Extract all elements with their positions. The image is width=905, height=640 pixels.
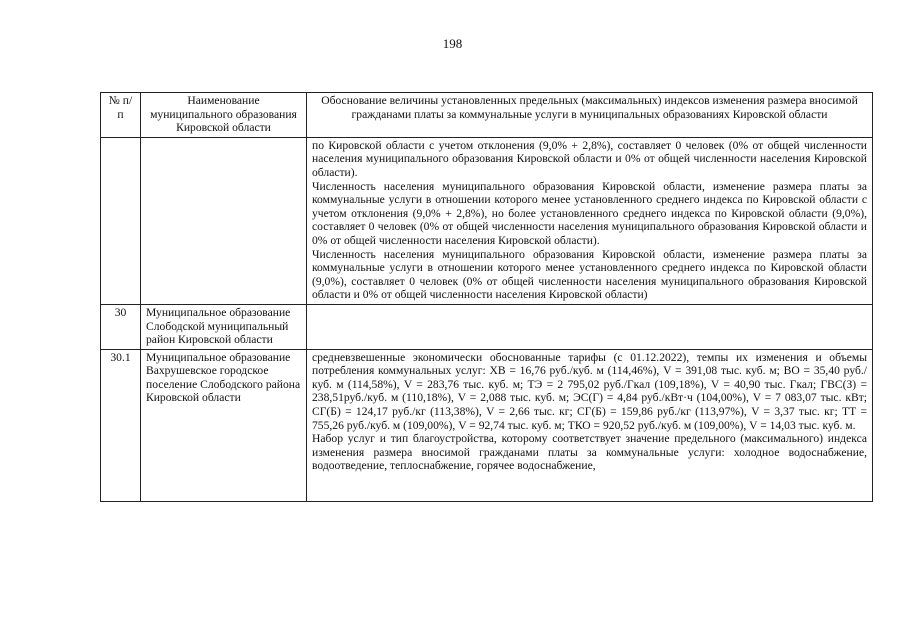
header-justification: Обоснование величины установленных предельных (максимальных) индексов изменения размера вносимой гражданами платы за коммунальные услуги в муниципальных образованиях Кировской области: [307, 93, 873, 138]
paragraph: Численность населения муниципального образования Кировской области, изменение размера платы за коммунальные услуги в отношении которого менее установленного среднего индекса по Кировской области (9,0%), составляет 0 человек (0% от общей численности населения муниципального образования Кировской области и 0% от общей численности населения Кировской области): [312, 247, 867, 302]
cell-justification: [307, 349, 873, 501]
paragraph: средневзвешенные экономически обоснованные тарифы (с 01.12.2022), темпы их изменения и объемы потребления коммунальных услуг: ХВ = 16,76 руб./куб. м (114,46%), V = 391,08 тыс. куб. м; ВО = 35,40 руб./куб. м (114,58%), V = 283,76 тыс. куб. м; ТЭ = 2 795,02 руб./Гкал (109,18%), V = 40,90 тыс. Гкал; ГВС(З) = 238,51руб./куб. м (110,18%), V = 2,088 тыс. куб. м; ЭС(Г) = 4,84 руб./кВт·ч (104,00%), V = 7 083,07 тыс. кВт; СГ(Б) = 124,17 руб./кг (113,38%), V = 2,66 тыс. кг; СГ(Б) = 159,86 руб./кг (113,97%), V = 3,37 тыс. кг; ТТ = 755,26 руб./куб. м (109,00%), V = 92,74 тыс. куб. м; ТКО = 920,52 руб./куб. м (109,00%), V = 14,03 тыс. куб. м.: [312, 350, 867, 432]
cell-municipality: [141, 137, 307, 304]
paragraph: Численность населения муниципального образования Кировской области, изменение размера платы за коммунальные услуги в отношении которого менее установленного среднего индекса по Кировской области с учетом отклонения (9,0% + 2,8%), но более установленного среднего индекса по Кировской области (9,0%), составляет 0 человек (0% от общей численности населения муниципального образования Кировской области и 0% от общей численности населения Кировской области).: [312, 179, 867, 247]
cell-content-clip: [312, 351, 867, 499]
cell-justification: [307, 304, 873, 349]
cell-number: 30: [101, 304, 141, 349]
table-header-row: [101, 93, 873, 138]
table-row-30: [101, 304, 873, 349]
cell-municipality: Муниципальное образование Вахрушевское городское поселение Слободского района Кировской области: [141, 349, 307, 501]
indices-table: [100, 92, 873, 502]
page-number: 198: [442, 36, 463, 51]
table-row-30-1: [101, 349, 873, 501]
header-number: № п/п: [101, 93, 141, 138]
paragraph: по Кировской области с учетом отклонения (9,0% + 2,8%), составляет 0 человек (0% от общей численности населения муниципального образования Кировской области и 0% от общей численности населения Кировской области).: [312, 138, 867, 179]
cell-municipality: Муниципальное образование Слободской муниципальный район Кировской области: [141, 304, 307, 349]
paragraph: Набор услуг и тип благоустройства, которому соответствует значение предельного (максимального) индекса изменения размера вносимой гражданами платы за коммунальные услуги: холодное водоснабжение, водоотведение, теплоснабжение, горячее водоснабжение,: [312, 432, 867, 473]
cell-number: 30.1: [101, 349, 141, 501]
header-municipality: Наименование муниципального образования Кировской области: [141, 93, 307, 138]
table-row-continuation: [101, 137, 873, 304]
cell-justification: [307, 137, 873, 304]
cell-number: [101, 137, 141, 304]
